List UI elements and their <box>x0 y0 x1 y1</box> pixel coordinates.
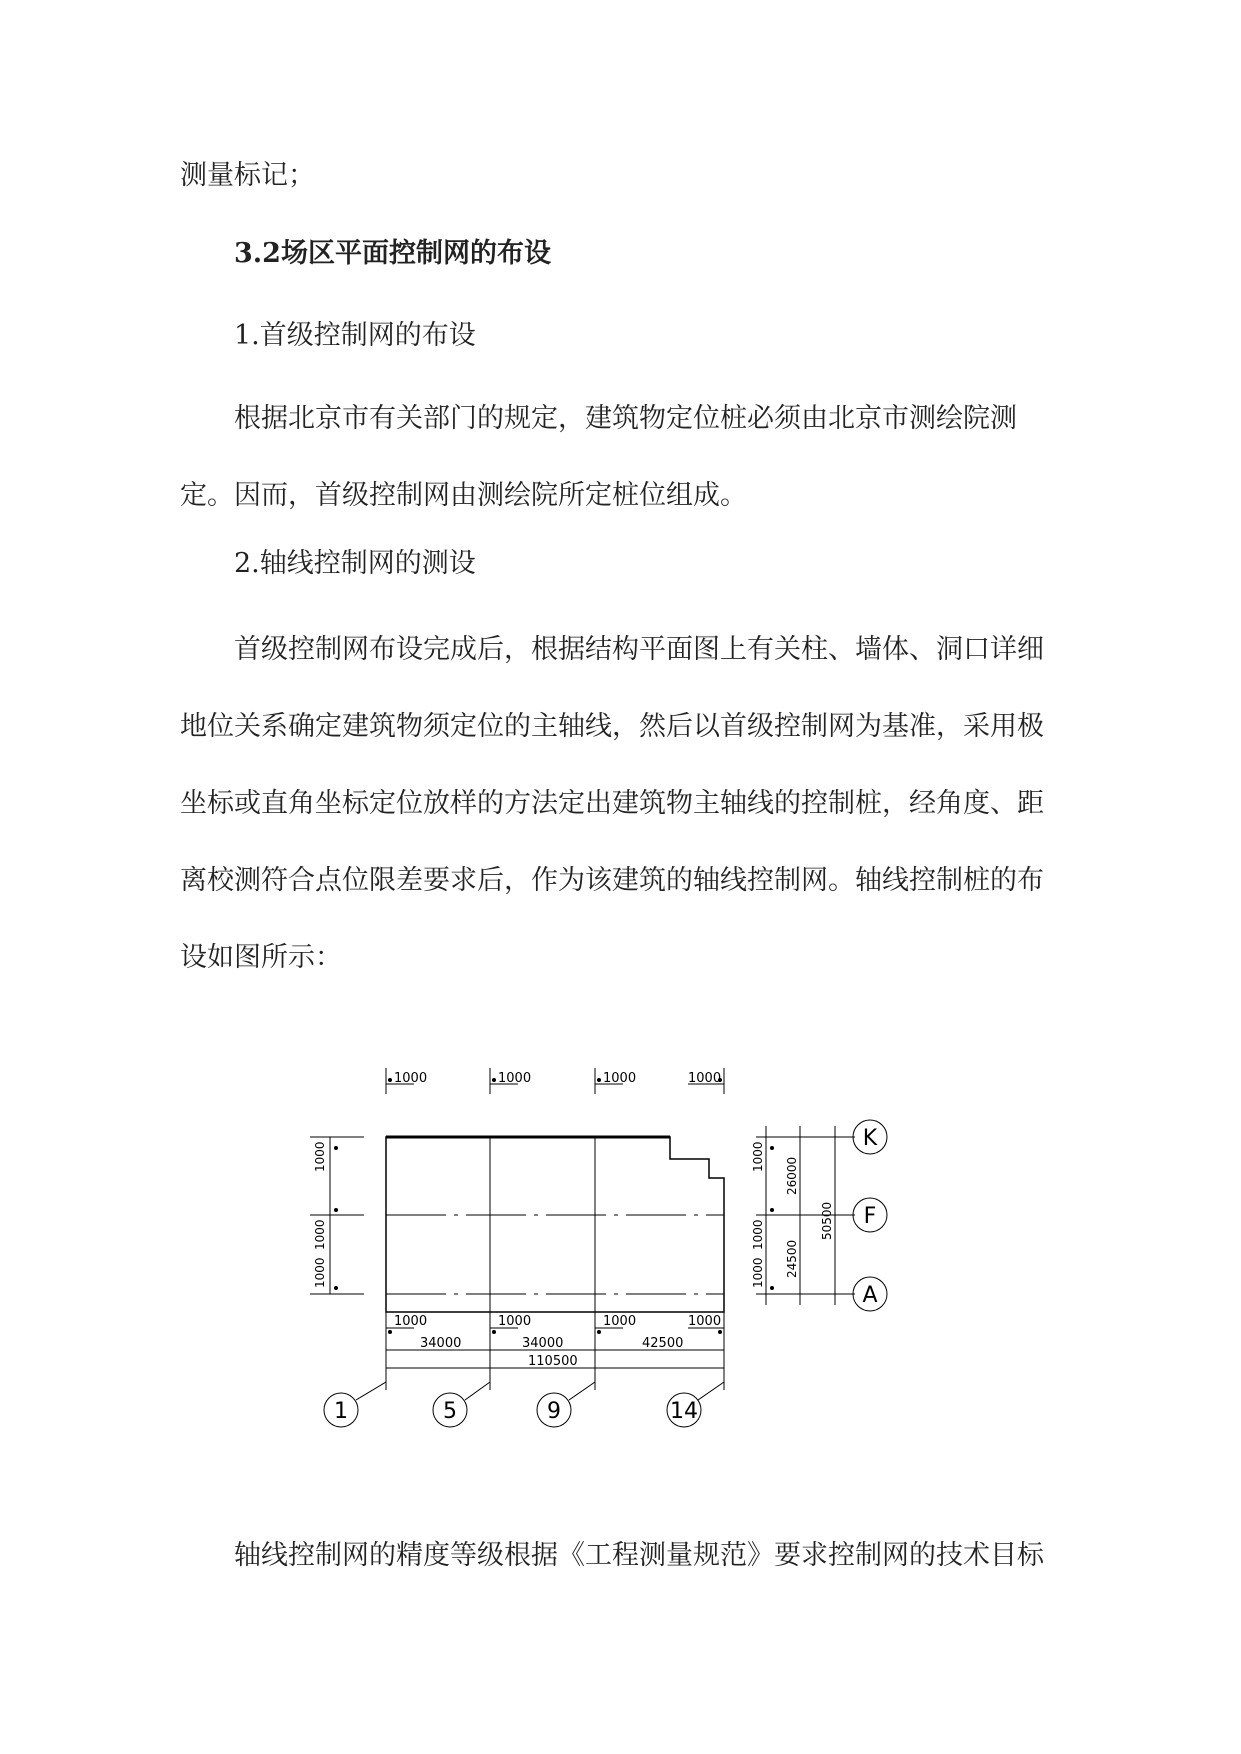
bottom-offset-1: 1000 <box>394 1314 428 1329</box>
axis-label-k: K <box>862 1126 878 1151</box>
top-offset-9: 1000 <box>603 1071 637 1086</box>
total-width: 110500 <box>528 1354 578 1369</box>
subheading-axis-network: 2.轴线控制网的测设 <box>234 548 476 579</box>
top-offset-14: 1000 <box>688 1071 722 1086</box>
axis-label-9: 9 <box>547 1399 561 1424</box>
total-height: 50500 <box>820 1201 834 1240</box>
right-offset-k: 1000 <box>751 1141 765 1172</box>
bottom-offset-9: 1000 <box>603 1314 637 1329</box>
top-offset-5: 1000 <box>498 1071 532 1086</box>
axis-label-f: F <box>863 1204 877 1229</box>
span-9-14: 42500 <box>642 1336 684 1351</box>
axis-label-1: 1 <box>334 1399 348 1424</box>
section-heading-3-2: 3.2场区平面控制网的布设 <box>234 238 551 269</box>
span-5-9: 34000 <box>522 1336 564 1351</box>
axis-label-14: 14 <box>670 1399 698 1424</box>
axis-label-a: A <box>862 1283 878 1308</box>
left-offset-a: 1000 <box>313 1257 327 1288</box>
axis-label-5: 5 <box>443 1399 457 1424</box>
left-offset-f: 1000 <box>313 1219 327 1250</box>
axis-control-network-diagram <box>290 1060 970 1480</box>
paragraph-axis-network: 首级控制网布设完成后，根据结构平面图上有关柱、墙体、洞口详细地位关系确定建筑物须定位的主轴线，然后以首级控制网为基准，采用极坐标或直角坐标定位放样的方法定出建筑物主轴线的控制桩，经角度、距离校测符合点位限差要求后，作为该建筑的轴线控制网。轴线控制桩的布设如图所示： <box>180 634 1044 973</box>
paragraph-primary-network: 根据北京市有关部门的规定，建筑物定位桩必须由北京市测绘院测定。因而，首级控制网由测绘院所定桩位组成。 <box>180 403 1017 511</box>
subheading-primary-network: 1.首级控制网的布设 <box>234 320 476 351</box>
right-offset-f: 1000 <box>751 1219 765 1250</box>
left-offset-k: 1000 <box>313 1141 327 1172</box>
bottom-offset-14: 1000 <box>688 1314 722 1329</box>
paragraph-accuracy: 轴线控制网的精度等级根据《工程测量规范》要求控制网的技术目标 <box>234 1540 1044 1571</box>
span-f-a: 24500 <box>785 1239 799 1278</box>
span-k-f: 26000 <box>785 1156 799 1195</box>
building-outline <box>386 1137 724 1312</box>
top-offset-1: 1000 <box>394 1071 428 1086</box>
span-1-5: 34000 <box>420 1336 462 1351</box>
right-offset-a: 1000 <box>751 1257 765 1288</box>
bottom-offset-5: 1000 <box>498 1314 532 1329</box>
paragraph-survey-mark: 测量标记； <box>180 160 315 191</box>
